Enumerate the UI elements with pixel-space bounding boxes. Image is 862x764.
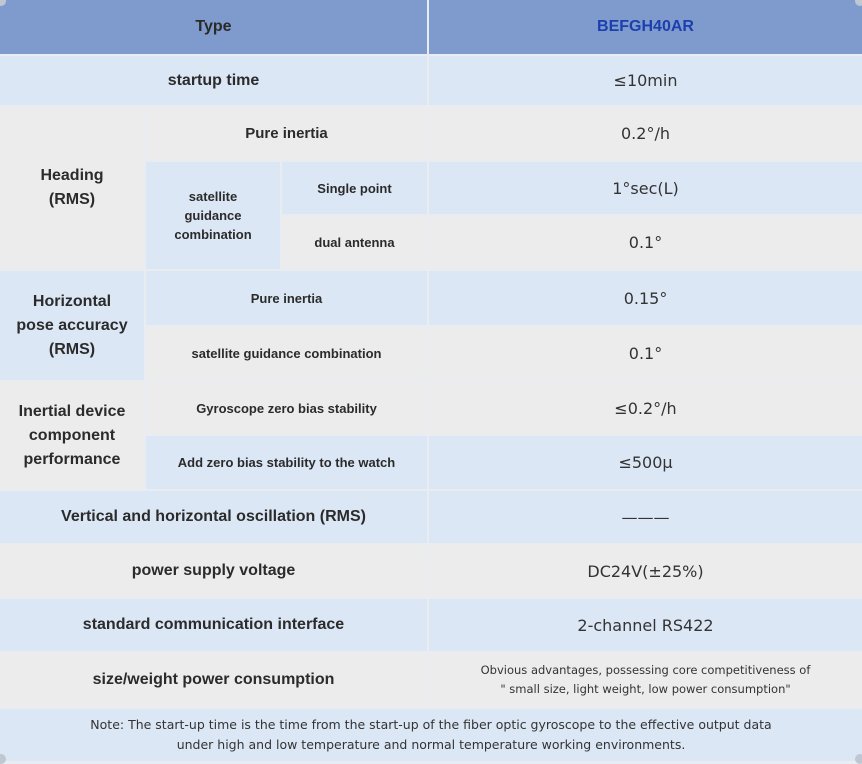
inertial-group-label-line2: component [28, 426, 116, 444]
footnote [0, 709, 862, 761]
startup-time-label-cell [0, 56, 427, 105]
power-label: power supply voltage [131, 562, 296, 579]
heading-dual-antenna-value-cell [429, 216, 862, 269]
power-label-cell [0, 545, 427, 597]
heading-single-point-value-cell [429, 162, 862, 214]
horizontal-group-cell [0, 271, 144, 380]
heading-satellite-label-line1: satellite [188, 189, 238, 204]
inertial-group-cell [0, 382, 144, 489]
size-value-line2: " small size, light weight, low power consumption" [500, 682, 791, 696]
inertial-watch-value-cell [429, 436, 862, 489]
horizontal-satellite-label-cell [146, 327, 427, 380]
size-value-line1: Obvious advantages, possessing core competitiveness of [480, 663, 811, 677]
heading-pure-inertia-value-cell [429, 107, 862, 160]
heading-satellite-label-line2: guidance [184, 208, 242, 223]
corner-screw-icon [0, 754, 6, 764]
heading-satellite-label-line3: combination [174, 227, 252, 242]
comm-label-cell [0, 599, 427, 651]
heading-dual-antenna-value: 0.1° [628, 233, 663, 252]
heading-dual-antenna-label: dual antenna [314, 235, 395, 250]
horizontal-satellite-value: 0.1° [628, 344, 663, 363]
oscillation-value: ——— [621, 507, 670, 527]
heading-single-point-label: Single point [317, 180, 392, 196]
header-type-cell [0, 0, 427, 54]
startup-time-value: ≤10min [613, 71, 678, 90]
corner-screw-icon [855, 754, 862, 764]
heading-single-point-label-cell [282, 162, 427, 214]
inertial-gyro-value-cell [429, 382, 862, 434]
horizontal-group-label-line1: Horizontal [32, 292, 112, 310]
size-label-cell [0, 653, 427, 707]
horizontal-pure-inertia-value: 0.15° [623, 288, 668, 308]
horizontal-satellite-label: satellite guidance combination [191, 346, 382, 361]
heading-dual-antenna-label-cell [282, 216, 427, 269]
heading-pure-inertia-label-cell [146, 107, 427, 160]
startup-time-value-cell [429, 56, 862, 105]
horizontal-satellite-value-cell [429, 327, 862, 380]
comm-value: 2-channel RS422 [577, 615, 714, 635]
startup-time-label: startup time [167, 71, 260, 89]
horizontal-group-label-line3: (RMS) [48, 340, 96, 358]
horizontal-pure-inertia-label-cell [146, 271, 427, 325]
header-model-label: BEFGH40AR [597, 18, 694, 35]
heading-group-label-line1: Heading [40, 167, 104, 184]
horizontal-pure-inertia-value-cell [429, 271, 862, 325]
inertial-group-label-line1: Inertial device [18, 402, 126, 420]
heading-pure-inertia-value: 0.2°/h [621, 124, 670, 143]
inertial-watch-value: ≤500μ [618, 453, 673, 472]
power-value: DC24V(±25%) [587, 561, 704, 581]
oscillation-label: Vertical and horizontal oscillation (RMS) [61, 508, 366, 525]
horizontal-group-label-line2: pose accuracy [16, 316, 128, 334]
inertial-gyro-value: ≤0.2°/h [614, 398, 677, 418]
oscillation-label-cell [0, 491, 427, 543]
inertial-gyro-label-cell [146, 382, 427, 434]
inertial-watch-label-cell [146, 436, 427, 489]
heading-group-cell [0, 107, 144, 269]
horizontal-pure-inertia-label: Pure inertia [250, 290, 323, 306]
comm-value-cell [429, 599, 862, 651]
comm-label: standard communication interface [82, 616, 345, 633]
header-model-cell [429, 0, 862, 54]
size-value-cell [429, 653, 862, 707]
inertial-gyro-label: Gyroscope zero bias stability [196, 400, 377, 416]
heading-satellite-label-cell [146, 162, 280, 269]
oscillation-value-cell [429, 491, 862, 543]
power-value-cell [429, 545, 862, 597]
footnote-line1: Note: The start-up time is the time from the start-up of the fiber optic gyroscope to the effective output data [90, 717, 772, 732]
size-label: size/weight power consumption [92, 671, 335, 688]
heading-group-label-line2: (RMS) [48, 191, 96, 208]
inertial-group-label-line3: performance [23, 450, 121, 468]
inertial-watch-label: Add zero bias stability to the watch [177, 455, 396, 470]
heading-pure-inertia-label: Pure inertia [245, 125, 328, 142]
heading-single-point-value: 1°sec(L) [612, 178, 679, 198]
footnote-line2: under high and low temperature and normal temperature working environments. [176, 737, 686, 752]
header-type-label: Type [195, 18, 232, 35]
